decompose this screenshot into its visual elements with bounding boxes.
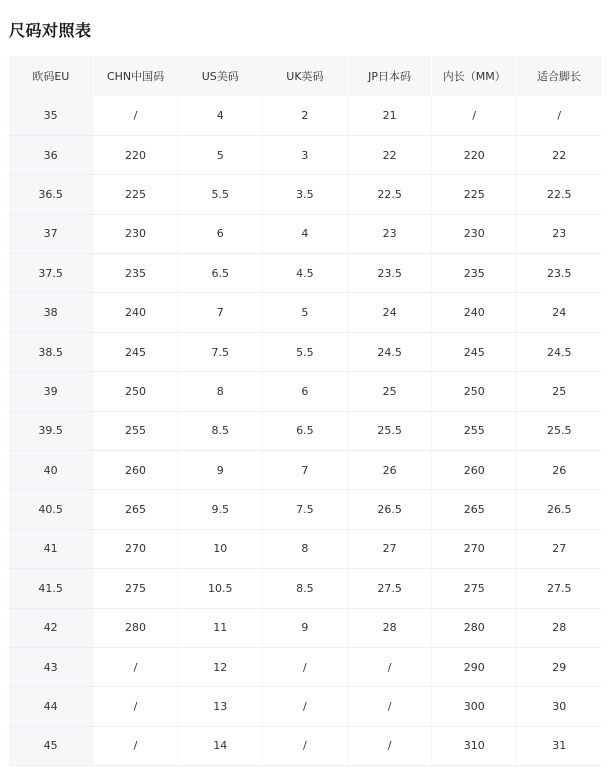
- column-header: 适合脚长: [517, 56, 602, 96]
- table-cell: 8: [178, 372, 263, 411]
- table-cell: 5: [178, 135, 263, 174]
- table-cell: 5: [263, 293, 348, 332]
- table-cell: 30: [517, 687, 602, 726]
- table-cell: 4: [178, 96, 263, 135]
- table-cell: /: [93, 647, 178, 686]
- table-cell: 240: [93, 293, 178, 332]
- table-cell: 26: [517, 451, 602, 490]
- table-cell: 260: [432, 451, 517, 490]
- table-cell: 280: [432, 608, 517, 647]
- table-cell: 7.5: [263, 490, 348, 529]
- table-row: [9, 529, 602, 568]
- table-cell: 24: [347, 293, 432, 332]
- eu-size-cell: 36.5: [9, 175, 94, 214]
- table-cell: 23: [347, 214, 432, 253]
- eu-size-cell: 42: [9, 608, 94, 647]
- table-cell: 22: [347, 135, 432, 174]
- table-cell: 240: [432, 293, 517, 332]
- table-cell: /: [347, 687, 432, 726]
- eu-size-cell: 38: [9, 293, 94, 332]
- table-cell: /: [93, 687, 178, 726]
- table-cell: 290: [432, 647, 517, 686]
- table-cell: 21: [347, 96, 432, 135]
- table-cell: 13: [178, 687, 263, 726]
- table-row: [9, 96, 602, 135]
- table-cell: 3: [263, 135, 348, 174]
- table-cell: /: [263, 726, 348, 765]
- table-row: [9, 332, 602, 371]
- column-header: US美码: [178, 56, 263, 96]
- column-header: CHN中国码: [93, 56, 178, 96]
- table-cell: 9.5: [178, 490, 263, 529]
- table-cell: 27: [347, 529, 432, 568]
- table-cell: 7: [263, 451, 348, 490]
- table-cell: 7: [178, 293, 263, 332]
- table-cell: /: [517, 96, 602, 135]
- table-cell: 7.5: [178, 332, 263, 371]
- table-cell: 5.5: [263, 332, 348, 371]
- table-cell: 8: [263, 529, 348, 568]
- table-cell: 4.5: [263, 254, 348, 293]
- table-cell: 22.5: [517, 175, 602, 214]
- eu-size-cell: 45: [9, 726, 94, 765]
- table-row: [9, 411, 602, 450]
- table-row: [9, 175, 602, 214]
- table-cell: 8.5: [263, 569, 348, 608]
- size-chart-table: [8, 56, 602, 766]
- table-cell: 310: [432, 726, 517, 765]
- table-cell: 9: [178, 451, 263, 490]
- eu-size-cell: 36: [9, 135, 94, 174]
- table-cell: 23.5: [517, 254, 602, 293]
- table-cell: 5.5: [178, 175, 263, 214]
- table-cell: 27.5: [517, 569, 602, 608]
- table-cell: /: [347, 726, 432, 765]
- table-cell: 225: [93, 175, 178, 214]
- table-header: [9, 56, 602, 96]
- table-cell: 24.5: [347, 332, 432, 371]
- table-cell: 27.5: [347, 569, 432, 608]
- table-cell: 6: [178, 214, 263, 253]
- eu-size-cell: 35: [9, 96, 94, 135]
- table-cell: 6.5: [178, 254, 263, 293]
- table-cell: 28: [517, 608, 602, 647]
- table-cell: 29: [517, 647, 602, 686]
- table-row: [9, 214, 602, 253]
- column-header: 内长（MM）: [432, 56, 517, 96]
- table-cell: /: [93, 726, 178, 765]
- table-cell: 27: [517, 529, 602, 568]
- table-cell: 8.5: [178, 411, 263, 450]
- table-row: [9, 647, 602, 686]
- table-cell: /: [263, 687, 348, 726]
- table-cell: 250: [432, 372, 517, 411]
- eu-size-cell: 43: [9, 647, 94, 686]
- table-cell: /: [432, 96, 517, 135]
- table-cell: 255: [93, 411, 178, 450]
- table-row: [9, 451, 602, 490]
- table-row: [9, 687, 602, 726]
- eu-size-cell: 37.5: [9, 254, 94, 293]
- table-row: [9, 372, 602, 411]
- table-cell: 24: [517, 293, 602, 332]
- table-cell: 23: [517, 214, 602, 253]
- eu-size-cell: 38.5: [9, 332, 94, 371]
- table-cell: 25: [517, 372, 602, 411]
- eu-size-cell: 41.5: [9, 569, 94, 608]
- table-cell: 10.5: [178, 569, 263, 608]
- table-row: [9, 569, 602, 608]
- table-cell: 31: [517, 726, 602, 765]
- table-cell: 245: [432, 332, 517, 371]
- table-cell: 270: [432, 529, 517, 568]
- table-cell: 26: [347, 451, 432, 490]
- table-cell: 25.5: [347, 411, 432, 450]
- table-row: [9, 293, 602, 332]
- table-cell: 235: [432, 254, 517, 293]
- eu-size-cell: 39: [9, 372, 94, 411]
- table-cell: 22.5: [347, 175, 432, 214]
- eu-size-cell: 39.5: [9, 411, 94, 450]
- table-cell: 23.5: [347, 254, 432, 293]
- table-cell: 2: [263, 96, 348, 135]
- table-row: [9, 490, 602, 529]
- table-cell: 245: [93, 332, 178, 371]
- table-cell: 26.5: [347, 490, 432, 529]
- table-cell: 235: [93, 254, 178, 293]
- table-row: [9, 608, 602, 647]
- eu-size-cell: 37: [9, 214, 94, 253]
- table-cell: 265: [93, 490, 178, 529]
- table-cell: 26.5: [517, 490, 602, 529]
- column-header: 欧码EU: [9, 56, 94, 96]
- table-cell: 225: [432, 175, 517, 214]
- column-header: UK英码: [263, 56, 348, 96]
- table-cell: 230: [432, 214, 517, 253]
- table-cell: 220: [93, 135, 178, 174]
- table-cell: 9: [263, 608, 348, 647]
- eu-size-cell: 40.5: [9, 490, 94, 529]
- table-cell: 10: [178, 529, 263, 568]
- table-cell: 300: [432, 687, 517, 726]
- table-cell: 270: [93, 529, 178, 568]
- column-header: JP日本码: [347, 56, 432, 96]
- table-cell: /: [263, 647, 348, 686]
- eu-size-cell: 44: [9, 687, 94, 726]
- table-cell: /: [347, 647, 432, 686]
- header-row: [9, 56, 602, 96]
- table-cell: 6: [263, 372, 348, 411]
- eu-size-cell: 41: [9, 529, 94, 568]
- table-cell: 6.5: [263, 411, 348, 450]
- table-cell: 25: [347, 372, 432, 411]
- table-cell: 14: [178, 726, 263, 765]
- table-cell: 22: [517, 135, 602, 174]
- table-row: [9, 726, 602, 765]
- table-cell: 28: [347, 608, 432, 647]
- eu-size-cell: 40: [9, 451, 94, 490]
- table-cell: 12: [178, 647, 263, 686]
- table-cell: 280: [93, 608, 178, 647]
- page-title: 尺码对照表: [9, 21, 92, 40]
- table-cell: 25.5: [517, 411, 602, 450]
- table-cell: 24.5: [517, 332, 602, 371]
- table-body: [9, 96, 602, 766]
- table-cell: /: [93, 96, 178, 135]
- table-cell: 220: [432, 135, 517, 174]
- table-cell: 275: [93, 569, 178, 608]
- table-row: [9, 135, 602, 174]
- table-cell: 4: [263, 214, 348, 253]
- table-cell: 230: [93, 214, 178, 253]
- table-cell: 11: [178, 608, 263, 647]
- table-cell: 275: [432, 569, 517, 608]
- table-cell: 260: [93, 451, 178, 490]
- table-cell: 3.5: [263, 175, 348, 214]
- table-cell: 250: [93, 372, 178, 411]
- table-cell: 265: [432, 490, 517, 529]
- table-row: [9, 254, 602, 293]
- table-cell: 255: [432, 411, 517, 450]
